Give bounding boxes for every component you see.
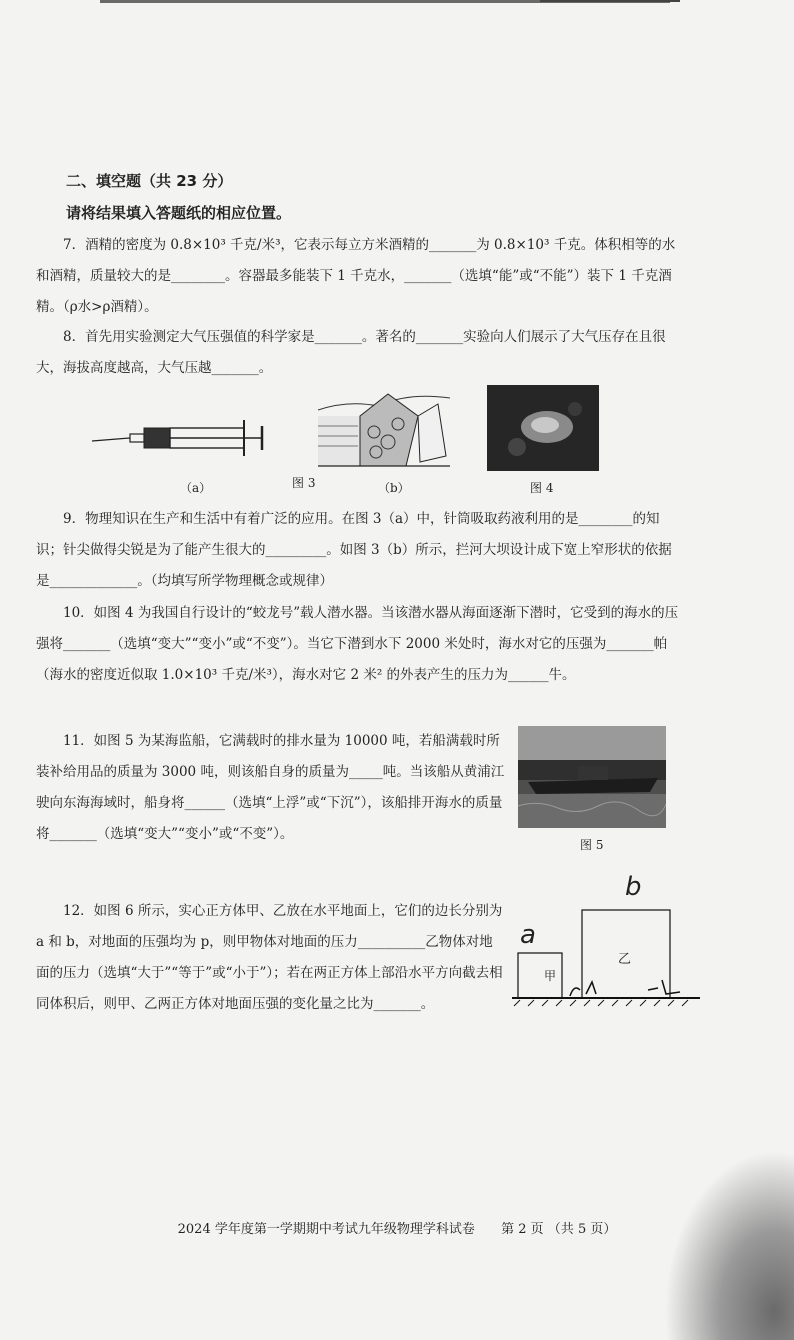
corner-shadow bbox=[664, 1150, 794, 1340]
figure-5-caption: 图 5 bbox=[580, 838, 604, 852]
question-10: 10．如图 4 为我国自行设计的“蛟龙号”载人潜水器。当该潜水器从海面逐渐下潜时，它受到的海水的压强将_______（选填“变大”“变小”或“不变”）。当它下潜到水下 2000 米处时，海水对它的压强为_______帕（海水的密度近似取 1.0×10³ 千克/米³），海水对它 2 米² 的外表产生的压力为______牛。 bbox=[36, 605, 679, 683]
cubes-figure bbox=[508, 876, 704, 1008]
figure-4-caption: 图 4 bbox=[530, 481, 554, 495]
question-12: 12．如图 6 所示，实心正方体甲、乙放在水平地面上，它们的边长分别为 a 和 b，对地面的压强均为 p，则甲物体对地面的压力__________乙物体对地面的压力（选填“大于”“等于”或“小于”）；若在两正方体上部沿水平方向截去相同体积后，则甲、乙两正方体对地面压强的变化量之比为_______。 bbox=[36, 903, 503, 1012]
ship-photo bbox=[518, 726, 666, 828]
cube-yi-label: 乙 bbox=[618, 952, 632, 967]
figure-3b-caption: （b） bbox=[378, 481, 410, 495]
section-instruction: 请将结果填入答题纸的相应位置。 bbox=[66, 204, 292, 222]
footer-page-number: 第 2 页 （共 5 页） bbox=[501, 1222, 617, 1237]
figure-3a-caption: （a） bbox=[180, 481, 212, 495]
handwritten-b: b bbox=[625, 872, 642, 902]
question-9: 9．物理知识在生产和生活中有着广泛的应用。在图 3（a）中，针筒吸取药液利用的是________的知识；针尖做得尖锐是为了能产生很大的_________。如图 3（b）所示，拦河大坝设计成下宽上窄形状的依据是_____________。（均填写所学物理概念或规律） bbox=[36, 511, 672, 589]
dam-figure bbox=[318, 386, 450, 470]
syringe-figure bbox=[88, 408, 278, 458]
question-7: 7．酒精的密度为 0.8×10³ 千克/米³，它表示每立方米酒精的_______为 0.8×10³ 千克。体积相等的水和酒精，质量较大的是________。容器最多能装下 1 千克水，_______（选填“能”或“不能”）装下 1 千克酒精。（ρ水>ρ酒精）。 bbox=[36, 237, 676, 315]
figure-3-caption: 图 3 bbox=[292, 476, 316, 490]
submersible-photo bbox=[487, 385, 599, 471]
footer-title: 2024 学年度第一学期期中考试九年级物理学科试卷 bbox=[177, 1222, 475, 1237]
section-title: 二、填空题（共 23 分） bbox=[66, 172, 233, 190]
handwritten-a: a bbox=[520, 920, 536, 950]
question-11: 11．如图 5 为某海监船，它满载时的排水量为 10000 吨，若船满载时所装补给用品的质量为 3000 吨，则该船自身的质量为_____吨。当该船从黄浦江驶向东海海域时，船身将______（选填“上浮”或“下沉”），该船排开海水的质量将_______（选填“变大”“变小”或“不变”）。 bbox=[36, 733, 505, 842]
question-8: 8．首先用实验测定大气压强值的科学家是_______。著名的_______实验向人们展示了大气压存在且很大，海拔高度越高，大气压越_______。 bbox=[36, 329, 666, 376]
page-top-edge-dark bbox=[540, 0, 680, 2]
cube-jia-label: 甲 bbox=[544, 969, 557, 983]
